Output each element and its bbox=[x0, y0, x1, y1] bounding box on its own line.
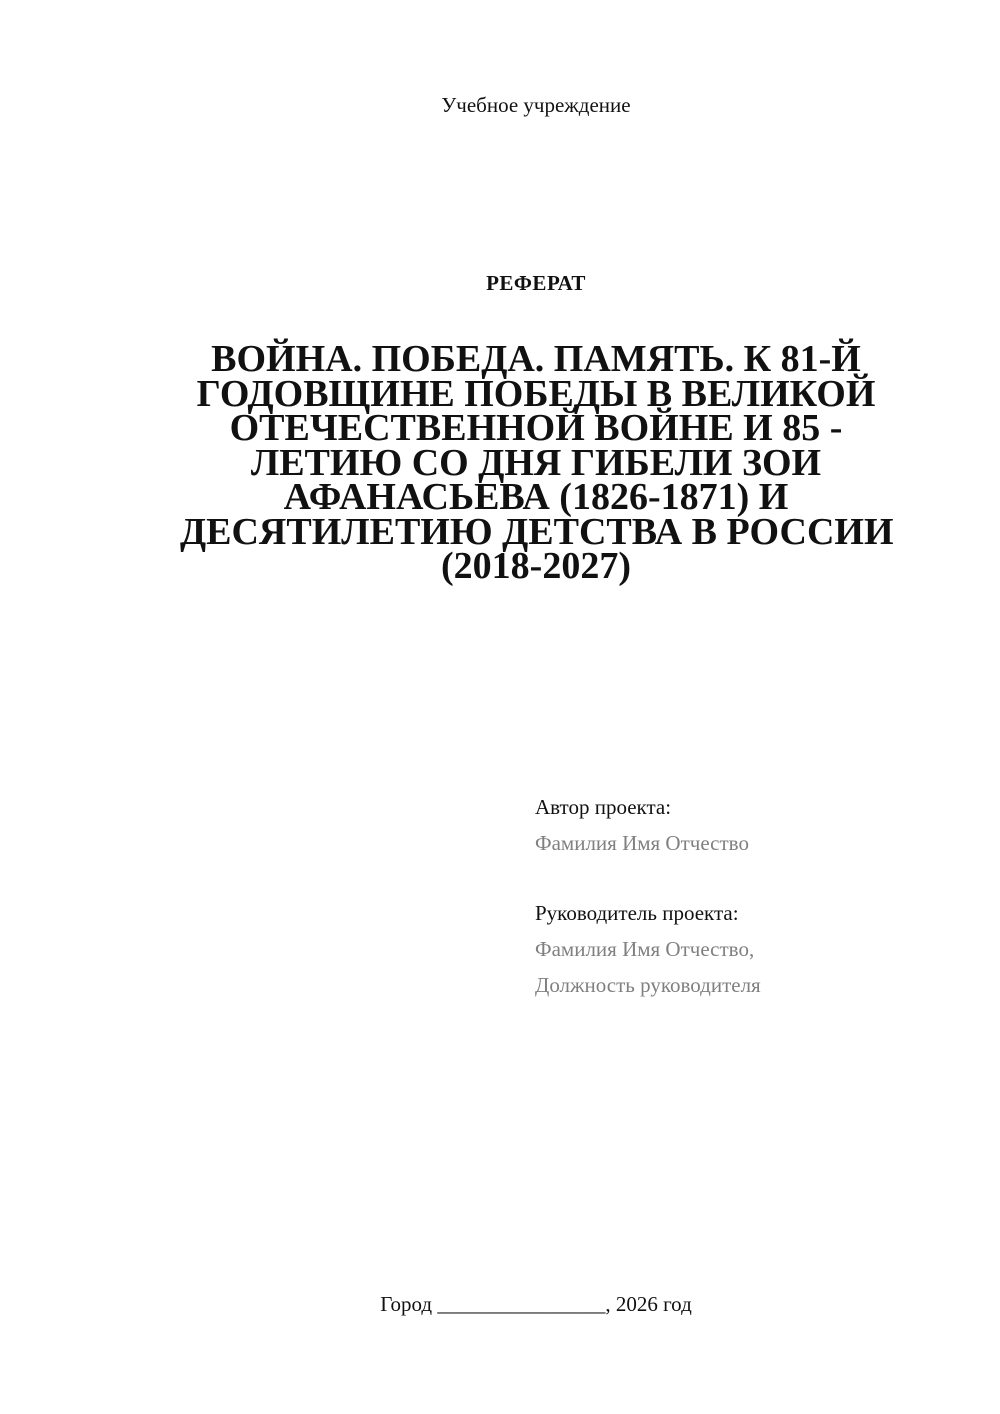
supervisor-label: Руководитель проекта: bbox=[535, 901, 739, 925]
title-line: ЛЕТИЮ СО ДНЯ ГИБЕЛИ ЗОИ bbox=[250, 441, 822, 484]
title-line: АФАНАСЬЕВА (1826-1871) И bbox=[283, 476, 789, 518]
title-line: ОТЕЧЕСТВЕННОЙ ВОЙНЕ И 85 - bbox=[229, 407, 843, 449]
title-line: ДЕСЯТИЛЕТИЮ ДЕТСТВА В РОССИИ bbox=[180, 510, 894, 553]
title-line: ВОЙНА. ПОБЕДА. ПАМЯТЬ. К 81-Й bbox=[211, 338, 861, 380]
title-line: (2018-2027) bbox=[441, 545, 631, 587]
document-title bbox=[180, 338, 894, 587]
institution-name: Учебное учреждение bbox=[441, 93, 631, 117]
credits-spacer bbox=[535, 861, 955, 895]
title-line: ГОДОВЩИНЕ ПОБЕДЫ В ВЕЛИКОЙ bbox=[196, 372, 876, 415]
credits-block bbox=[535, 789, 955, 1003]
supervisor-position: Должность руководителя bbox=[535, 973, 761, 997]
document-type: РЕФЕРАТ bbox=[486, 271, 586, 295]
city-year-footer: Город ________________, 2026 год bbox=[380, 1292, 692, 1316]
author-name: Фамилия Имя Отчество bbox=[535, 831, 749, 855]
author-label: Автор проекта: bbox=[535, 795, 672, 819]
supervisor-name: Фамилия Имя Отчество, bbox=[535, 937, 755, 961]
